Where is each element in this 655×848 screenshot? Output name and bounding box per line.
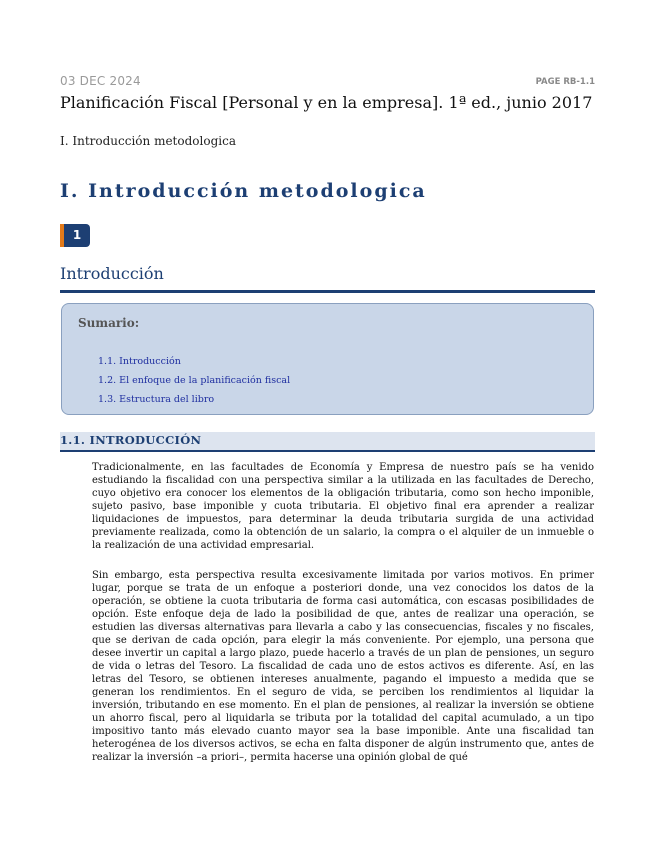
- summary-list: [98, 352, 290, 409]
- subsection-title: 1.1. INTRODUCCIÓN: [60, 433, 202, 447]
- header-page-label: PAGE RB-1.1: [535, 77, 595, 87]
- section-divider: [60, 290, 595, 293]
- body-paragraph: Sin embargo, esta perspectiva resulta excesivamente limitada por varios motivos. En primer lugar, porque se trata de un enfoque a posteriori donde, una vez conocidos los datos de la operación, se obtiene la cuota tributaria de forma casi automática, con escasas posibilidades de opción. Este enfoque deja de lado la posibilidad de que, antes de realizar una operación, se estudien las diversas alternativas para llevarla a cabo y las consecuencias, fiscales y no fiscales, que se derivan de cada opción, para elegir la más conveniente. Por ejemplo, una persona que desee invertir un capital a largo plazo, puede hacerlo a través de un plan de pensiones, un seguro de vida o letras del Tesoro. La fiscalidad de cada uno de estos activos es diferente. Así, en las letras del Tesoro, se obtienen intereses anualmente, pagando el impuesto a medida que se generan los rendimientos. En el seguro de vida, se perciben los rendimientos al liquidar la inversión, tributando en ese momento. En el plan de pensiones, al realizar la inversión se obtiene un ahorro fiscal, pero al liquidarla se tributa por la totalidad del capital acumulado, a un tipo impositivo tanto más elevado cuanto mayor sea la base imponible. Ante una fiscalidad tan heterogénea de los diversos activos, se echa en falta disponer de algún instrumento que, antes de realizar la inversión –a priori–, permita hacerse una opinión global de qué: [92, 570, 594, 763]
- section-number-badge: [60, 224, 90, 247]
- header-date: 03 DEC 2024: [60, 74, 141, 88]
- section-number: 1: [64, 224, 90, 247]
- summary-link-introduccion[interactable]: 1.1. Introducción: [98, 356, 181, 367]
- summary-link-estructura[interactable]: 1.3. Estructura del libro: [98, 394, 215, 405]
- document-title: Planificación Fiscal [Personal y en la empresa]. 1ª ed., junio 2017: [60, 93, 593, 112]
- subsection-heading: [60, 432, 595, 452]
- summary-label: Sumario:: [78, 316, 140, 330]
- chapter-title: I. Introducción metodologica: [60, 180, 427, 202]
- summary-box: [61, 303, 594, 415]
- document-subtitle: I. Introducción metodologica: [60, 134, 236, 148]
- section-title: Introducción: [60, 264, 164, 283]
- body-paragraph: Tradicionalmente, en las facultades de Economía y Empresa de nuestro país se ha venido estudiando la fiscalidad con una perspectiva similar a la utilizada en las facultades de Derecho, cuyo objetivo era conocer los elementos de la obligación tributaria, como son hecho imponible, sujeto pasivo, base imponible y cuota tributaria. El objetivo final era aprender a realizar liquidaciones de impuestos, para determinar la deuda tributaria surgida de una actividad previamente realizada, como la obtención de un salario, la compra o el alquiler de un inmueble o la realización de una actividad empresarial.: [92, 462, 594, 551]
- summary-link-enfoque[interactable]: 1.2. El enfoque de la planificación fiscal: [98, 375, 291, 386]
